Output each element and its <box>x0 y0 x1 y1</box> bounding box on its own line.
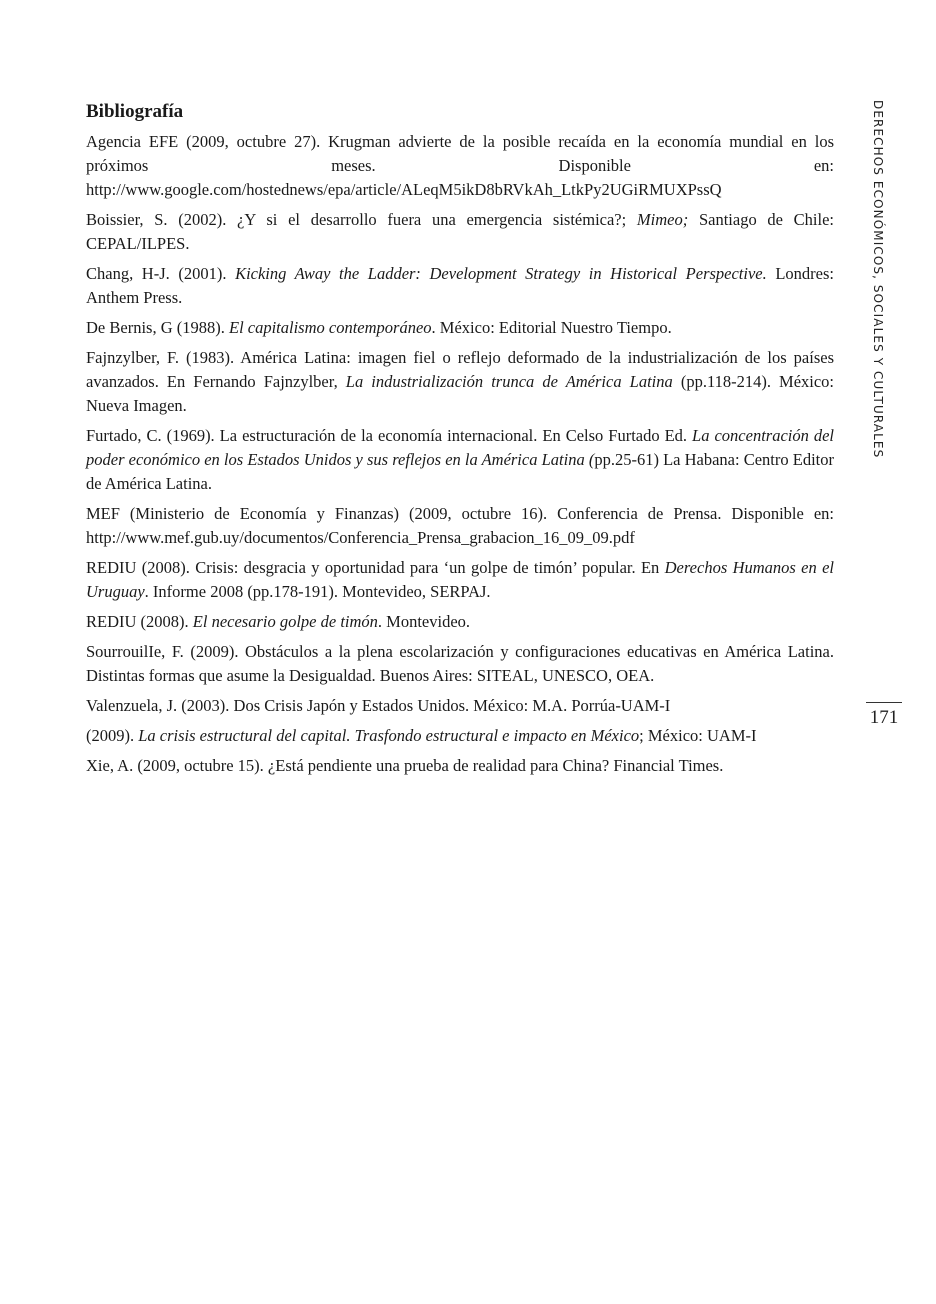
bibliography-section <box>86 100 834 784</box>
reference-entry: (2009). La crisis estructural del capital. Trasfondo estructural e impacto en México; México: UAM-I <box>86 726 757 745</box>
reference-entry: Boissier, S. (2002). ¿Y si el desarrollo fuera una emergencia sistémica?; Mimeo; Santiago de Chile: CEPAL/ILPES. <box>86 210 834 253</box>
reference-entry: REDIU (2008). Crisis: desgracia y oportunidad para ‘un golpe de timón’ popular. En Derechos Humanos en el Uruguay. Informe 2008 (pp.178-191). Montevideo, SERPAJ. <box>86 558 834 601</box>
reference-entry: Chang, H-J. (2001). Kicking Away the Ladder: Development Strategy in Historical Perspective. Londres: Anthem Press. <box>86 264 835 307</box>
reference-entry: MEF (Ministerio de Economía y Finanzas) (2009, octubre 16). Conferencia de Prensa. Disponible en: http://www.mef.gub.uy/documentos/Conferencia_Prensa_grabacion_16_09_09.pdf <box>86 504 834 547</box>
reference-entry: SourrouilIe, F. (2009). Obstáculos a la plena escolarización y configuraciones educativas en América Latina. Distintas formas que asume la Desigualdad. Buenos Aires: SITEAL, UNESCO, OEA. <box>86 642 834 685</box>
running-header-vertical: DERECHOS ECONÓMICOS, SOCIALES Y CULTURALES <box>871 100 885 459</box>
reference-entry: Xie, A. (2009, octubre 15). ¿Está pendiente una prueba de realidad para China? Financial Times. <box>86 756 724 775</box>
reference-entry: Agencia EFE (2009, octubre 27). Krugman advierte de la posible recaída en la economía mundial en los próximos meses. Disponible en: http://www.google.com/hostednews/epa/article/ALeqM5ikD8bRVkAh_LtkPy2UGiRMUXPssQ <box>86 132 834 199</box>
reference-entry: Furtado, C. (1969). La estructuración de la economía internacional. En Celso Furtado Ed. La concentración del poder económico en los Estados Unidos y sus reflejos en la América Latina (pp.25-61) La Habana: Centro Editor de América Latina. <box>86 426 835 493</box>
reference-entry: De Bernis, G (1988). El capitalismo contemporáneo. México: Editorial Nuestro Tiempo. <box>86 318 672 337</box>
page-number-rule <box>866 702 902 703</box>
reference-entry: Fajnzylber, F. (1983). América Latina: imagen fiel o reflejo deformado de la industrialización de los países avanzados. En Fernando Fajnzylber, La industrialización trunca de América Latina (pp.118-214). México: Nueva Imagen. <box>86 348 835 415</box>
section-heading: Bibliografía <box>86 101 184 122</box>
reference-entry: Valenzuela, J. (2003). Dos Crisis Japón y Estados Unidos. México: M.A. Porrúa-UAM-I <box>86 696 671 715</box>
page-number: 171 <box>869 707 899 728</box>
reference-entry: REDIU (2008). El necesario golpe de timón. Montevideo. <box>86 612 471 631</box>
